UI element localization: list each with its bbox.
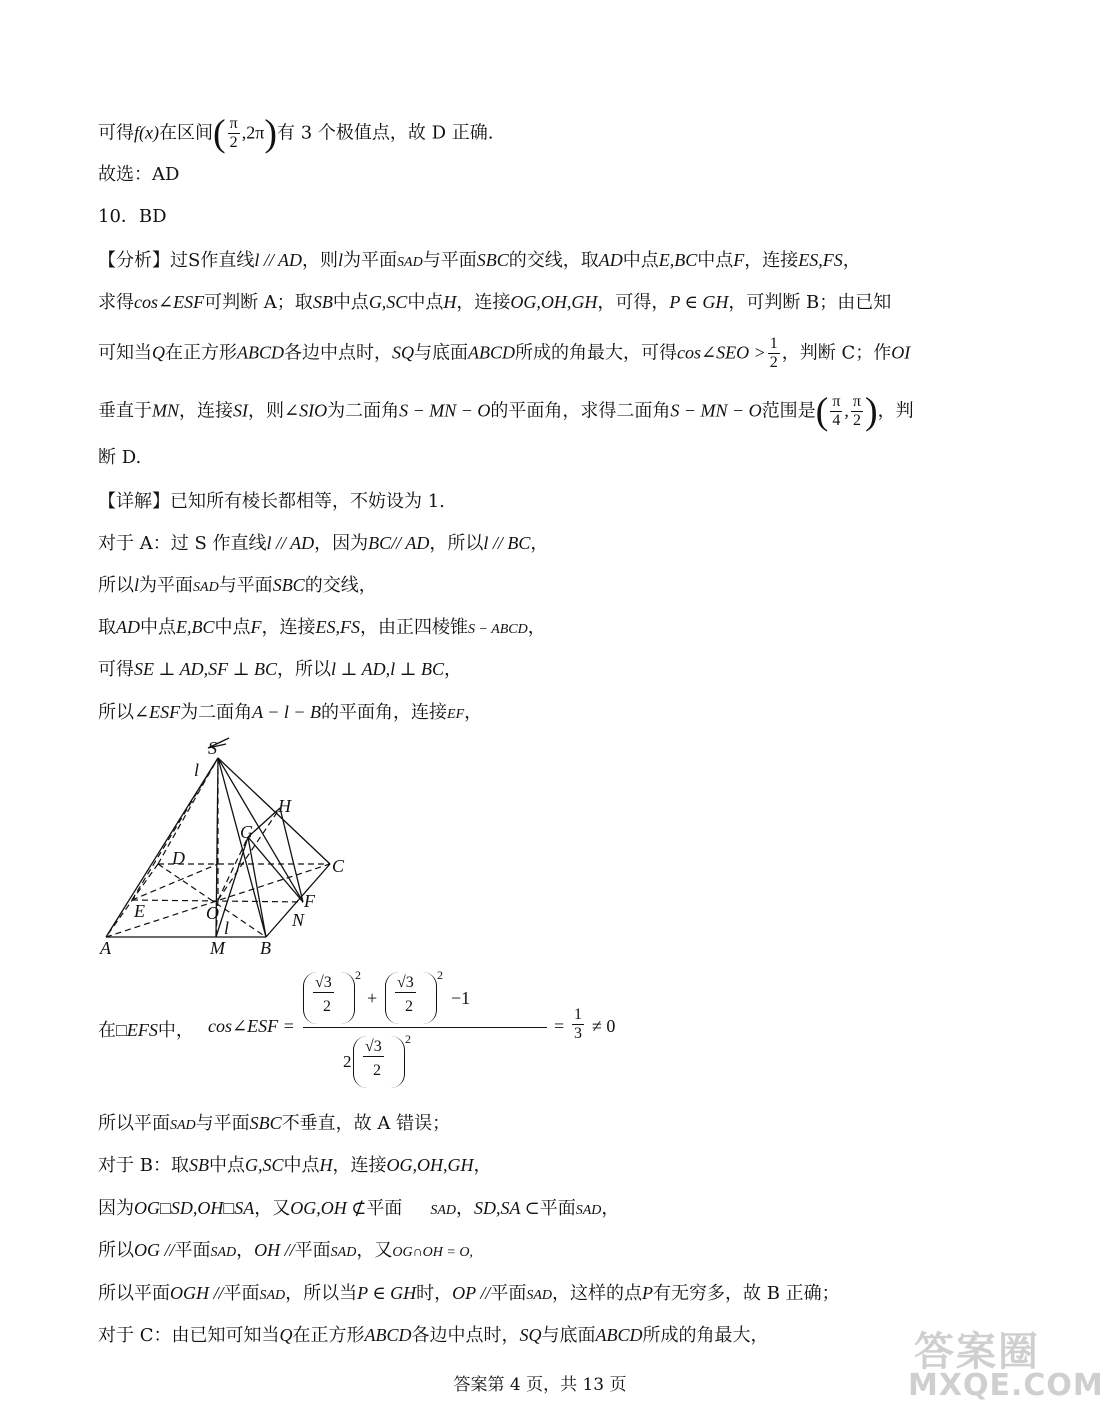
page-footer: 答案第 4 页，共 13 页 (453, 1375, 627, 1395)
analysis-line-5: 断 D. (98, 447, 142, 468)
label-M: M (210, 938, 225, 958)
analysis-line-2: 求得cos∠ESF可判断 A；取SB中点G,SC中点H，连接OG,OH,GH，可得，P ∈ GH，可判断 B；由已知 (98, 292, 892, 313)
detail-a-2: 所以l为平面SAD与平面SBC的交线， (98, 575, 377, 596)
formula-bar (303, 1027, 547, 1028)
line-answer-ad: 故选：AD (98, 164, 180, 185)
fraction: $\frac{\pi}{2}$ (229, 115, 238, 151)
label-E: E (134, 901, 145, 921)
analysis-line-1: 【分析】过S作直线l // AD，则l为平面SAD与平面SBC的交线，取AD中点E,BC中点F，连接ES,FS， (98, 250, 861, 271)
pyramid-figure (98, 740, 358, 960)
math: f(x) (134, 122, 159, 143)
analysis-line-4: 垂直于MN，连接SI，则∠SIO为二面角S − MN − O的平面角，求得二面角S − MN − O范围是( $\frac{\pi}{4}$ , $\frac{\pi}{2}$ )，判 (98, 390, 914, 433)
label-S: S (208, 738, 217, 758)
question-number-10: 10．BD (98, 206, 167, 227)
analysis-line-3: 可知当Q在正方形ABCD各边中点时，SQ与底面ABCD所成的角最大，可得cos∠SEO > $\frac{1}{2}$ ，判断 C；作OI (98, 335, 911, 371)
label-A: A (100, 938, 111, 958)
cos-formula: 在□EFS中， cos∠ESF = √3 2 2 + √3 2 2 −1 2 √3 2 2 = $\frac{1}{3}$ ≠ 0 (98, 968, 618, 1093)
text: 有 3 个极值点，故 D 正确. (276, 122, 494, 144)
paren-right: ) (264, 112, 277, 155)
detail-b-4: 所以平面OGH //平面SAD，所以当P ∈ GH时，OP //平面SAD，这样的点P有无穷多，故 B 正确； (98, 1283, 840, 1304)
label-G: G (240, 822, 253, 842)
detail-a-1: 对于 A：过 S 作直线l // AD，因为BC// AD，所以l // BC， (98, 533, 549, 554)
detail-a-3: 取AD中点E,BC中点F，连接ES,FS，由正四棱锥S − ABCD， (98, 617, 546, 638)
detail-a-5: 所以∠ESF为二面角A − l − B的平面角，连接EF， (98, 702, 483, 723)
watermark-logo: 答案圈 MXQE.COM (908, 1329, 1104, 1403)
math: ,2π (241, 122, 265, 143)
detail-c-1: 对于 C：由已知可知当Q在正方形ABCD各边中点时，SQ与底面ABCD所成的角最大， (98, 1325, 769, 1346)
label-C: C (332, 856, 345, 876)
detail-b-1: 对于 B：取SB中点G,SC中点H，连接OG,OH,GH， (98, 1155, 492, 1176)
detail-a-conclusion: 所以平面SAD与平面SBC不垂直，故 A 错误； (98, 1113, 451, 1134)
detail-a-4: 可得SE ⊥ AD,SF ⊥ BC，所以l ⊥ AD,l ⊥ BC， (98, 659, 463, 680)
label-H: H (278, 796, 291, 816)
detail-b-3: 所以OG //平面SAD，OH //平面SAD，又OG∩OH = O, (98, 1240, 473, 1261)
label-D: D (172, 848, 185, 868)
detail-intro: 【详解】已知所有棱长都相等，不妨设为 1. (98, 491, 445, 512)
label-B: B (260, 938, 271, 958)
label-O: O (206, 903, 219, 923)
label-l-top: l (194, 760, 200, 780)
label-l-bottom: l (224, 918, 230, 938)
detail-b-2: 因为OG□SD,OH□SA，又OG,OH ⊄平面 SAD，SD,SA ⊂平面SAD， (98, 1198, 620, 1219)
paren-left: ( (212, 112, 226, 155)
line-conclusion-d (98, 112, 1020, 155)
label-N: N (292, 910, 305, 930)
text: 可得 (98, 122, 134, 144)
text: 在区间 (158, 122, 213, 144)
label-F: F (304, 891, 315, 911)
